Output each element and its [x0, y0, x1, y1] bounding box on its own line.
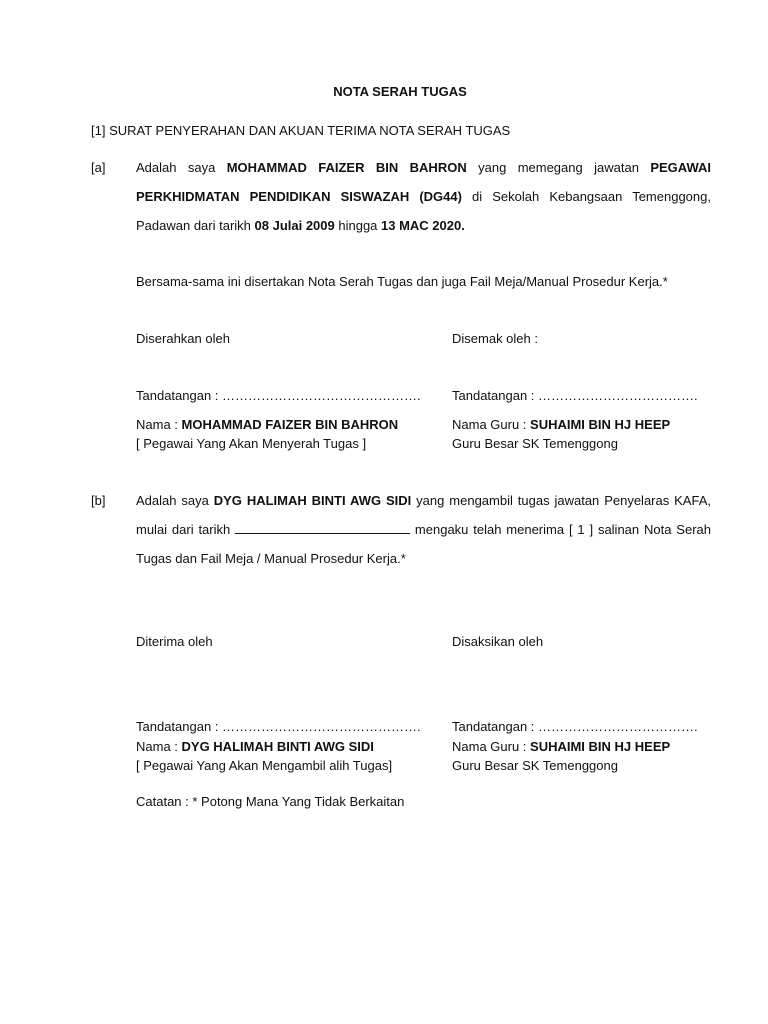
role-line: [ Pegawai Yang Akan Mengambil alih Tugas]	[136, 758, 393, 773]
reviewed-by-heading: Disemak oleh :	[452, 331, 538, 346]
part-b-paragraph: Adalah saya DYG HALIMAH BINTI AWG SIDI yang mengambil tugas jawatan Penyelaras KAFA, mulai dari tarikh mengaku telah menerima [ 1 ] salinan Nota Serah Tugas dan Fail Meja / Manual Prosedur Kerja.*	[136, 493, 711, 566]
start-date: 08 Julai 2009	[254, 218, 335, 233]
part-b-marker: [b]	[91, 493, 106, 508]
signature-line: Tandatangan : ……………………………….	[452, 388, 698, 403]
name-line: Nama : DYG HALIMAH BINTI AWG SIDI	[136, 739, 374, 754]
handed-over-by-heading: Diserahkan oleh	[136, 331, 230, 346]
section-heading: [1] SURAT PENYERAHAN DAN AKUAN TERIMA NOTA SERAH TUGAS	[91, 123, 511, 138]
part-a-paragraph: Adalah saya MOHAMMAD FAIZER BIN BAHRON yang memegang jawatan PEGAWAI PERKHIDMATAN PENDIDIKAN SISWAZAH (DG44) di Sekolah Kebangsaan Temenggong, Padawan dari tarikh 08 Julai 2009 hingga 13 MAC 2020.	[136, 160, 712, 233]
signature-line: Tandatangan : ……………………………….	[452, 719, 698, 734]
attachment-statement: Bersama-sama ini disertakan Nota Serah Tugas dan juga Fail Meja/Manual Prosedur Kerja.*	[136, 274, 668, 289]
name-line: Nama : MOHAMMAD FAIZER BIN BAHRON	[136, 417, 399, 432]
position-title: PEGAWAI PERKHIDMATAN PENDIDIKAN SISWAZAH (DG44)	[136, 160, 712, 204]
signature-line: Tandatangan : ……………………………………….	[136, 719, 421, 734]
part-a-marker: [a]	[91, 160, 106, 175]
role-line: Guru Besar SK Temenggong	[452, 758, 618, 773]
witnessed-by-heading: Disaksikan oleh	[452, 634, 544, 649]
received-by-heading: Diterima oleh	[136, 634, 213, 649]
date-blank-field[interactable]	[235, 521, 410, 534]
document-title: NOTA SERAH TUGAS	[333, 84, 467, 99]
role-line: [ Pegawai Yang Akan Menyerah Tugas ]	[136, 436, 367, 451]
signature-line: Tandatangan : ……………………………………….	[136, 388, 421, 403]
name-line: Nama Guru : SUHAIMI BIN HJ HEEP	[452, 739, 671, 754]
end-date: 13 MAC 2020.	[381, 218, 465, 233]
role-line: Guru Besar SK Temenggong	[452, 436, 618, 451]
name-line: Nama Guru : SUHAIMI BIN HJ HEEP	[452, 417, 671, 432]
footnote: Catatan : * Potong Mana Yang Tidak Berkaitan	[136, 794, 405, 809]
receiver-name: DYG HALIMAH BINTI AWG SIDI	[213, 493, 412, 508]
officer-name: MOHAMMAD FAIZER BIN BAHRON	[226, 160, 467, 175]
